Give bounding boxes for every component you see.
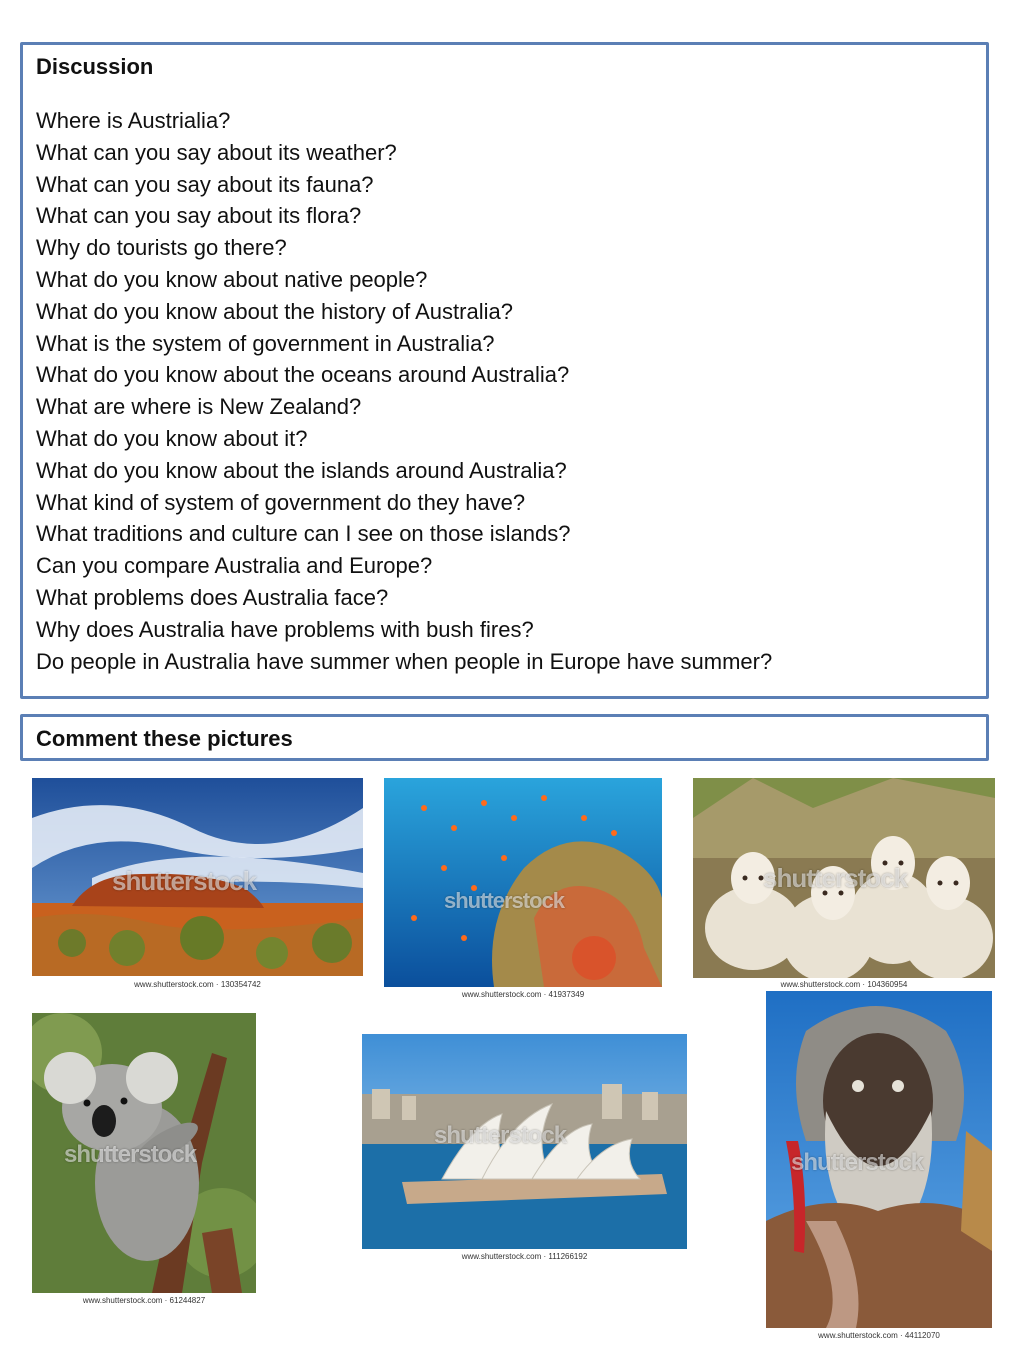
aboriginal-man-photo — [766, 991, 992, 1328]
reef-photo — [384, 778, 662, 987]
discussion-heading: Discussion — [36, 54, 154, 79]
question-item: What traditions and culture can I see on those islands? — [36, 521, 571, 547]
uluru-photo — [32, 778, 363, 976]
question-item: What are where is New Zealand? — [36, 394, 362, 420]
question-item: What do you know about it? — [36, 425, 308, 451]
question-item: What do you know about the history of Australia? — [36, 298, 513, 324]
comment-box — [20, 714, 989, 761]
question-list — [36, 105, 973, 677]
question-item: Why does Australia have problems with bush fires? — [36, 616, 534, 642]
watermark: shutterstock — [112, 866, 257, 896]
question-item: Can you compare Australia and Europe? — [36, 553, 433, 579]
opera-house-credit: www.shutterstock.com · 111266192 — [461, 1252, 588, 1261]
question-item: Do people in Australia have summer when people in Europe have summer? — [36, 648, 773, 674]
question-item: What do you know about the oceans around Australia? — [36, 362, 570, 388]
question-item: What problems does Australia face? — [36, 584, 389, 610]
watermark: shutterstock — [791, 1149, 924, 1176]
question-item: What can you say about its weather? — [36, 139, 397, 165]
question-item: What can you say about its flora? — [36, 203, 362, 229]
question-item: What do you know about native people? — [36, 266, 428, 292]
discussion-box — [20, 42, 989, 699]
question-item: What can you say about its fauna? — [36, 171, 374, 197]
uluru-credit: www.shutterstock.com · 130354742 — [134, 980, 261, 989]
reef-credit: www.shutterstock.com · 41937349 — [461, 990, 585, 999]
koala-credit: www.shutterstock.com · 61244827 — [82, 1296, 206, 1305]
koala-photo — [32, 1013, 256, 1293]
question-item: Why do tourists go there? — [36, 235, 287, 261]
sheep-photo — [693, 778, 995, 978]
question-item: Where is Austrialia? — [36, 108, 231, 133]
aboriginal-man-credit: www.shutterstock.com · 44112070 — [818, 1331, 940, 1340]
watermark: shutterstock — [444, 888, 565, 913]
question-item: What is the system of government in Australia? — [36, 330, 495, 356]
opera-house-photo — [362, 1034, 687, 1249]
question-item: What kind of system of government do they have? — [36, 489, 526, 515]
question-item: What do you know about the islands around Australia? — [36, 457, 567, 483]
sheep-credit: www.shutterstock.com · 104360954 — [780, 980, 908, 989]
watermark: shutterstock — [64, 1141, 197, 1168]
watermark: shutterstock — [763, 863, 908, 893]
comment-heading: Comment these pictures — [36, 726, 293, 751]
watermark: shutterstock — [434, 1122, 567, 1149]
